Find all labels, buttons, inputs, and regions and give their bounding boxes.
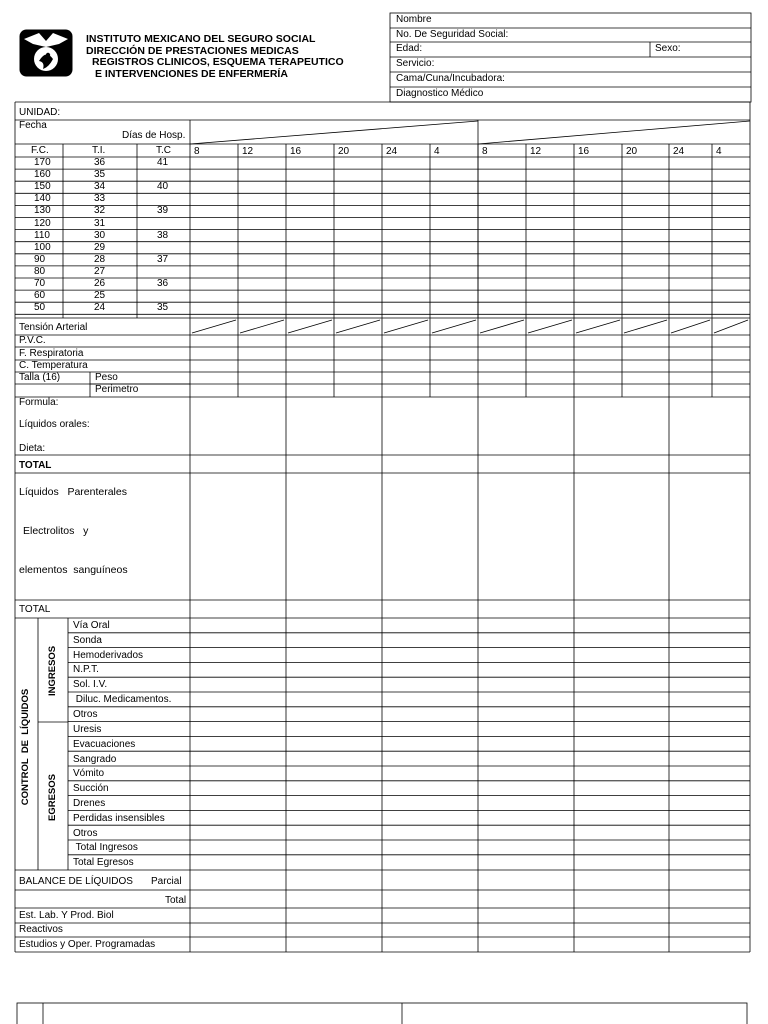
ti-scale-value: 25 (94, 290, 106, 302)
tc-scale-value: 35 (157, 302, 169, 314)
intake-row-label: Otros (73, 708, 98, 720)
intake-row-label: Sol. I.V. (73, 679, 108, 691)
fluid-balance-label: BALANCE DE LÍQUIDOS (19, 876, 133, 887)
hospital-days-label: Días de Hosp. (122, 130, 186, 141)
diet-total-label: TOTAL (19, 460, 52, 471)
respiratory-rate-label: F. Respiratoria (19, 348, 84, 359)
fc-scale-value: 100 (34, 241, 51, 253)
hour-column-header: 16 (578, 146, 590, 157)
hour-column-header: 12 (242, 146, 254, 157)
bp-diagonal (336, 320, 380, 333)
tc-scale-value: 39 (157, 205, 169, 217)
bottom-table (17, 1003, 747, 1024)
formula-label: Formula: (19, 397, 59, 408)
ssn-label: No. De Seguridad Social: (396, 29, 509, 40)
sex-label: Sexo: (655, 43, 681, 54)
institution-name: INSTITUTO MEXICANO DEL SEGURO SOCIAL (86, 33, 316, 45)
tc-scale-value: 36 (157, 278, 169, 289)
date-diagonal (478, 121, 750, 144)
form-title: REGISTROS CLINICOS, ESQUEMA TERAPEUTICO (92, 56, 344, 68)
partial-balance-label: Parcial (151, 876, 182, 887)
bp-diagonal (288, 320, 332, 333)
tc-scale-value: 40 (157, 181, 169, 193)
ti-scale-value: 36 (94, 157, 106, 168)
bp-diagonal (432, 320, 476, 333)
output-row-label: Evacuaciones (73, 738, 136, 750)
total-output-label: Total Egresos (73, 857, 134, 868)
bp-diagonal (528, 320, 572, 333)
hour-column-header: 4 (716, 146, 722, 157)
parenteral-total-label: TOTAL (19, 604, 51, 615)
fc-scale-value: 70 (34, 278, 46, 289)
bp-diagonal (240, 320, 284, 333)
fc-scale-value: 150 (34, 181, 51, 193)
output-row-label: Uresis (73, 724, 102, 735)
ti-scale-value: 28 (94, 253, 106, 265)
direction-name: DIRECCIÓN DE PRESTACIONES MEDICAS (86, 44, 299, 57)
fc-scale-value: 60 (34, 290, 46, 302)
ti-scale-value: 33 (94, 193, 106, 205)
pvc-label: P.V.C. (19, 335, 46, 346)
ti-scale-value: 29 (94, 241, 106, 253)
fc-scale-value: 170 (34, 157, 51, 168)
hour-column-header: 8 (482, 146, 488, 157)
output-row-label: Succión (73, 783, 109, 795)
total-intake-label: Total Ingresos (73, 842, 138, 853)
hour-column-header: 16 (290, 146, 302, 157)
bp-diagonal (671, 320, 710, 333)
date-label: Fecha (19, 120, 47, 131)
bp-diagonal (480, 320, 524, 333)
ti-scale-value: 24 (94, 302, 106, 314)
bed-label: Cama/Cuna/Incubadora: (396, 73, 505, 84)
bp-diagonal (192, 320, 236, 333)
diet-label: Dieta: (19, 443, 46, 454)
tc-scale-value: 37 (157, 253, 169, 265)
hour-column-header: 24 (386, 146, 398, 157)
hour-column-header: 24 (673, 146, 685, 157)
total-balance-label: Total (165, 895, 187, 906)
intake-row-label: Diluc. Medicamentos. (73, 694, 172, 705)
output-row-label: Drenes (73, 798, 106, 809)
form-subtitle: E INTERVENCIONES DE ENFERMERÍA (95, 67, 288, 80)
output-row-label: Sangrado (73, 753, 117, 765)
fc-scale-value: 80 (34, 265, 46, 277)
bp-diagonal (624, 320, 667, 333)
diagnosis-label: Diagnostico Médico (396, 88, 484, 99)
age-label: Edad: (396, 43, 423, 54)
ti-scale-value: 35 (94, 169, 106, 181)
ti-scale-value: 26 (94, 278, 106, 289)
name-label: Nombre (396, 14, 432, 25)
fc-scale-value: 160 (34, 169, 51, 181)
intake-row-label: Vía Oral (73, 620, 110, 631)
weight-label: Peso (95, 372, 118, 383)
output-row-label: Vómito (73, 768, 105, 780)
fc-scale-value: 110 (34, 229, 50, 241)
output-row-label: Otros (73, 827, 98, 839)
electrolytes-label: Electrolitos y (23, 525, 89, 537)
intake-row-label: Hemoderivados (73, 649, 144, 661)
tc-scale-value: 41 (157, 157, 169, 168)
hour-column-header: 12 (530, 146, 542, 157)
ti-scale-value: 32 (94, 205, 106, 217)
hour-column-header: 20 (338, 146, 350, 157)
intake-row-label: N.P.T. (73, 664, 99, 676)
service-label: Servicio: (396, 58, 435, 69)
ti-scale-value: 27 (94, 265, 106, 277)
ti-scale-value: 34 (94, 181, 106, 193)
bp-diagonal (714, 320, 748, 333)
fc-scale-value: 90 (34, 253, 46, 265)
output-row-label: Perdidas insensibles (73, 812, 165, 824)
hour-column-header: 4 (434, 146, 440, 157)
height-label: Talla (16) (19, 372, 61, 383)
ti-header: T.I. (92, 145, 106, 156)
output-title: EGRESOS (47, 774, 58, 821)
fc-scale-value: 120 (34, 217, 51, 229)
fc-header: F.C. (31, 145, 49, 156)
blood-pressure-label: Tensión Arterial (19, 322, 88, 333)
unit-label: UNIDAD: (19, 107, 61, 118)
intake-title: INGRESOS (47, 645, 58, 696)
ti-scale-value: 30 (94, 229, 106, 241)
intake-row-label: Sonda (73, 634, 102, 646)
fc-scale-value: 130 (34, 205, 51, 217)
parenteral-label: Líquidos Parenterales (19, 486, 127, 498)
hour-column-header: 20 (626, 146, 638, 157)
oral-fluids-label: Líquidos orales: (19, 419, 90, 430)
fc-scale-value: 140 (34, 193, 51, 205)
perimeter-label: Perimetro (95, 384, 139, 395)
bp-diagonal (576, 320, 620, 333)
tc-header: T.C (156, 145, 171, 156)
fc-scale-value: 50 (34, 302, 46, 314)
fluid-control-title: CONTROL DE LÍQUIDOS (20, 688, 31, 806)
reagents-label: Reactivos (19, 924, 63, 935)
date-diagonal (190, 121, 478, 144)
ti-scale-value: 31 (94, 217, 106, 229)
scheduled-studies-label: Estudios y Oper. Programadas (19, 939, 156, 950)
hour-column-header: 8 (194, 146, 200, 157)
tc-scale-value: 38 (157, 229, 169, 241)
blood-elements-label: elementos sanguíneos (19, 564, 128, 576)
lab-studies-label: Est. Lab. Y Prod. Biol (19, 910, 114, 921)
bp-diagonal (384, 320, 428, 333)
temperature-label: C. Temperatura (19, 360, 88, 371)
